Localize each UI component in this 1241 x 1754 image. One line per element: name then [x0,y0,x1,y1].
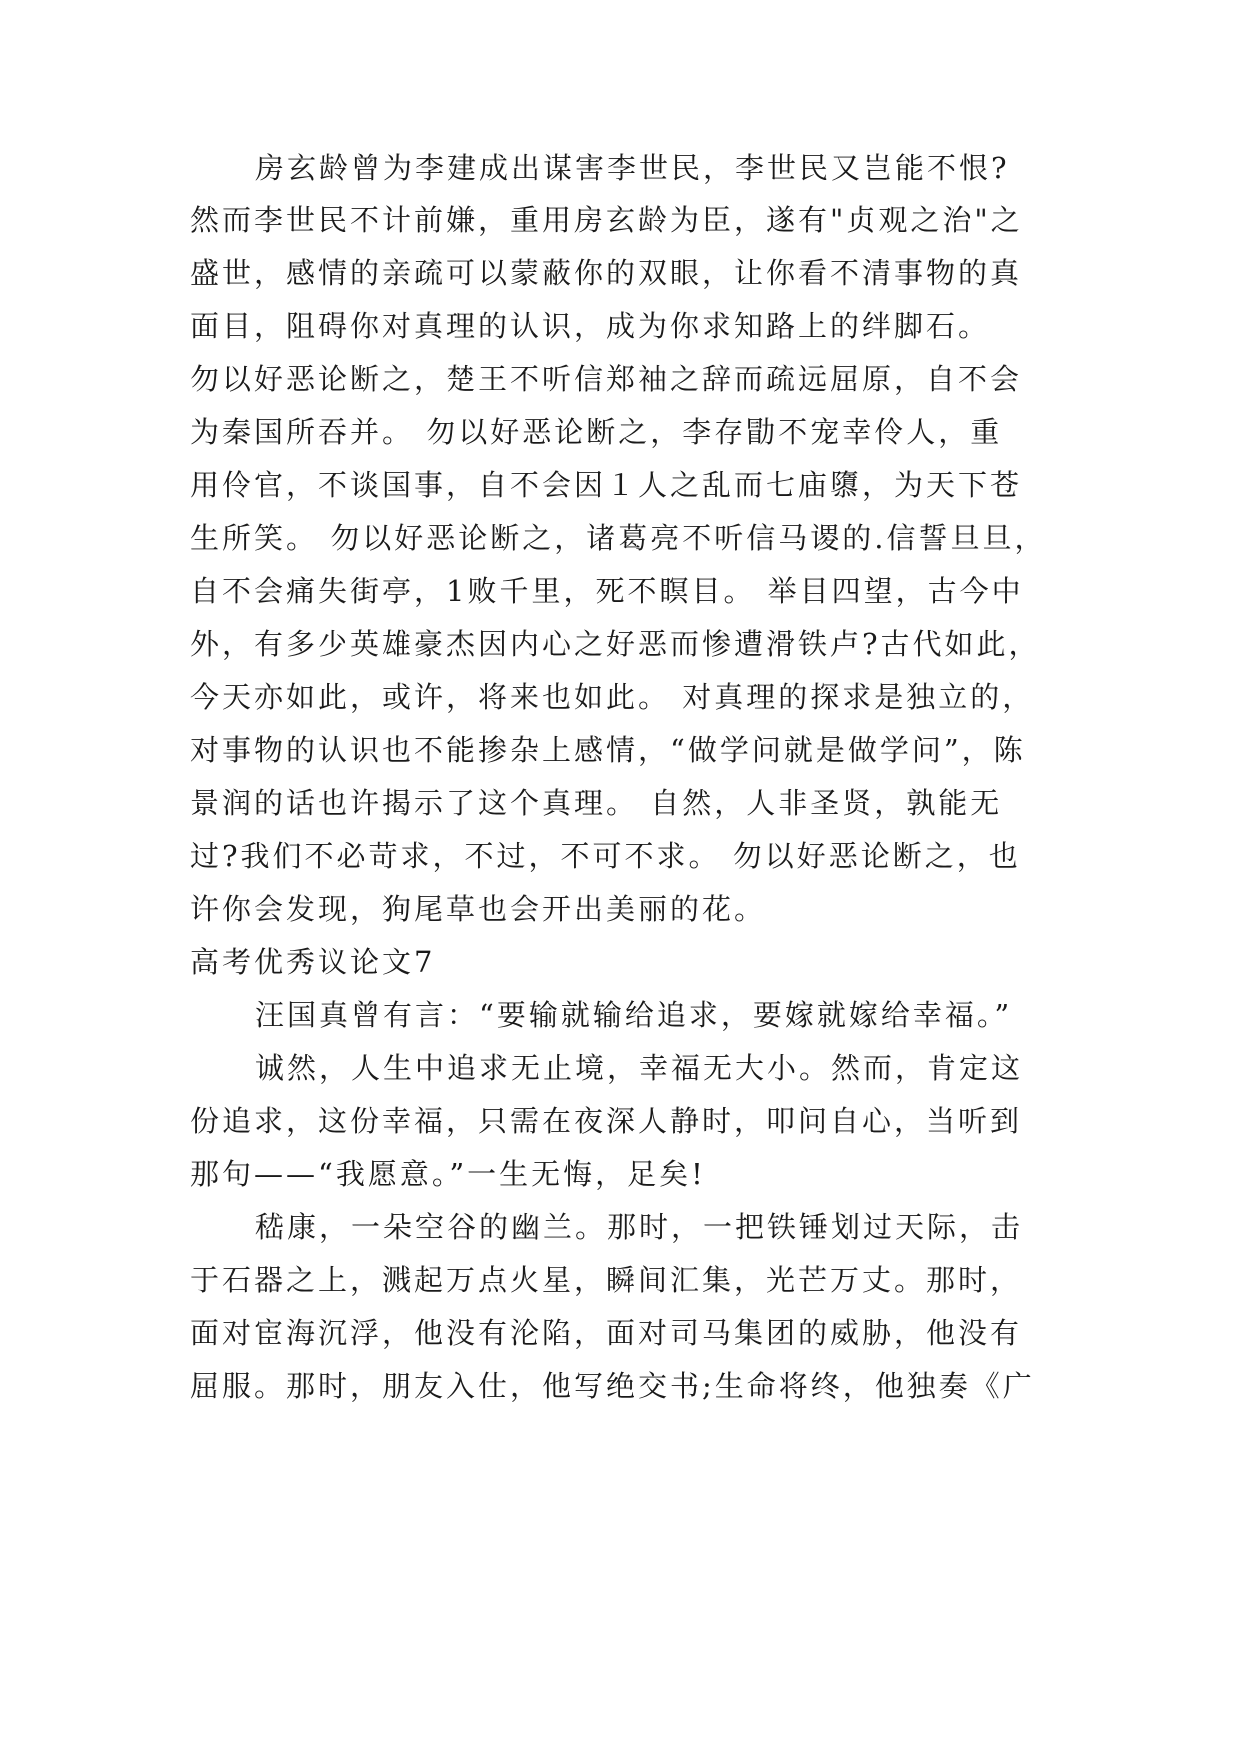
text-line: 自不会痛失街亭，1败千里，死不瞑目。 举目四望，古今中 [190,574,1024,608]
text-line: 勿以好恶论断之，楚王不听信郑袖之辞而疏远屈原，自不会 [190,362,1023,396]
text-line: 为秦国所吞并。 勿以好恶论断之，李存勖不宠幸伶人，重 [190,415,1003,449]
text-line: 用伶官，不谈国事，自不会因１人之乱而七庙隳，为天下苍 [190,468,1023,502]
text-line: 许你会发现，狗尾草也会开出美丽的花。 [190,892,767,926]
text-line: 份追求，这份幸福，只需在夜深人静时，叩问自心，当听到 [190,1104,1023,1138]
text-line: 汪国真曾有言：“要输就输给追求，要嫁就嫁给幸福。” [255,998,1013,1032]
text-line: 过?我们不必苛求，不过，不可不求。 勿以好恶论断之，也 [190,839,1021,873]
text-line: 面对宦海沉浮，他没有沦陷，面对司马集团的威胁，他没有 [190,1316,1023,1350]
text-line: 对事物的认识也不能掺杂上感情，“做学问就是做学问”，陈 [190,733,1026,767]
text-line: 诚然，人生中追求无止境，幸福无大小。然而，肯定这 [255,1051,1024,1085]
text-line: 屈服。那时，朋友入仕，他写绝交书;生命将终，他独奏《广 [190,1369,1035,1403]
text-line: 今天亦如此，或许，将来也如此。 对真理的探求是独立的， [190,680,1035,714]
section-heading: 高考优秀议论文7 [190,945,436,979]
text-line: 于石器之上，溅起万点火星，瞬间汇集，光芒万丈。那时， [190,1263,1023,1297]
text-line: 房玄龄曾为李建成出谋害李世民，李世民又岂能不恨? [255,151,1010,185]
text-line: 生所笑。 勿以好恶论断之，诸葛亮不听信马谡的.信誓旦旦， [190,521,1047,555]
text-line: 盛世，感情的亲疏可以蒙蔽你的双眼，让你看不清事物的真 [190,256,1023,290]
text-line: 面目，阻碍你对真理的认识，成为你求知路上的绊脚石。 [190,309,991,343]
text-line: 然而李世民不计前嫌，重用房玄龄为臣，遂有"贞观之治"之 [190,203,1023,237]
text-line: 嵇康，一朵空谷的幽兰。那时，一把铁锤划过天际，击 [255,1210,1024,1244]
text-line: 外，有多少英雄豪杰因内心之好恶而惨遭滑铁卢?古代如此， [190,627,1041,661]
text-line: 那句——“我愿意。”一生无悔，足矣! [190,1157,706,1191]
text-line: 景润的话也许揭示了这个真理。 自然，人非圣贤，孰能无 [190,786,1003,820]
